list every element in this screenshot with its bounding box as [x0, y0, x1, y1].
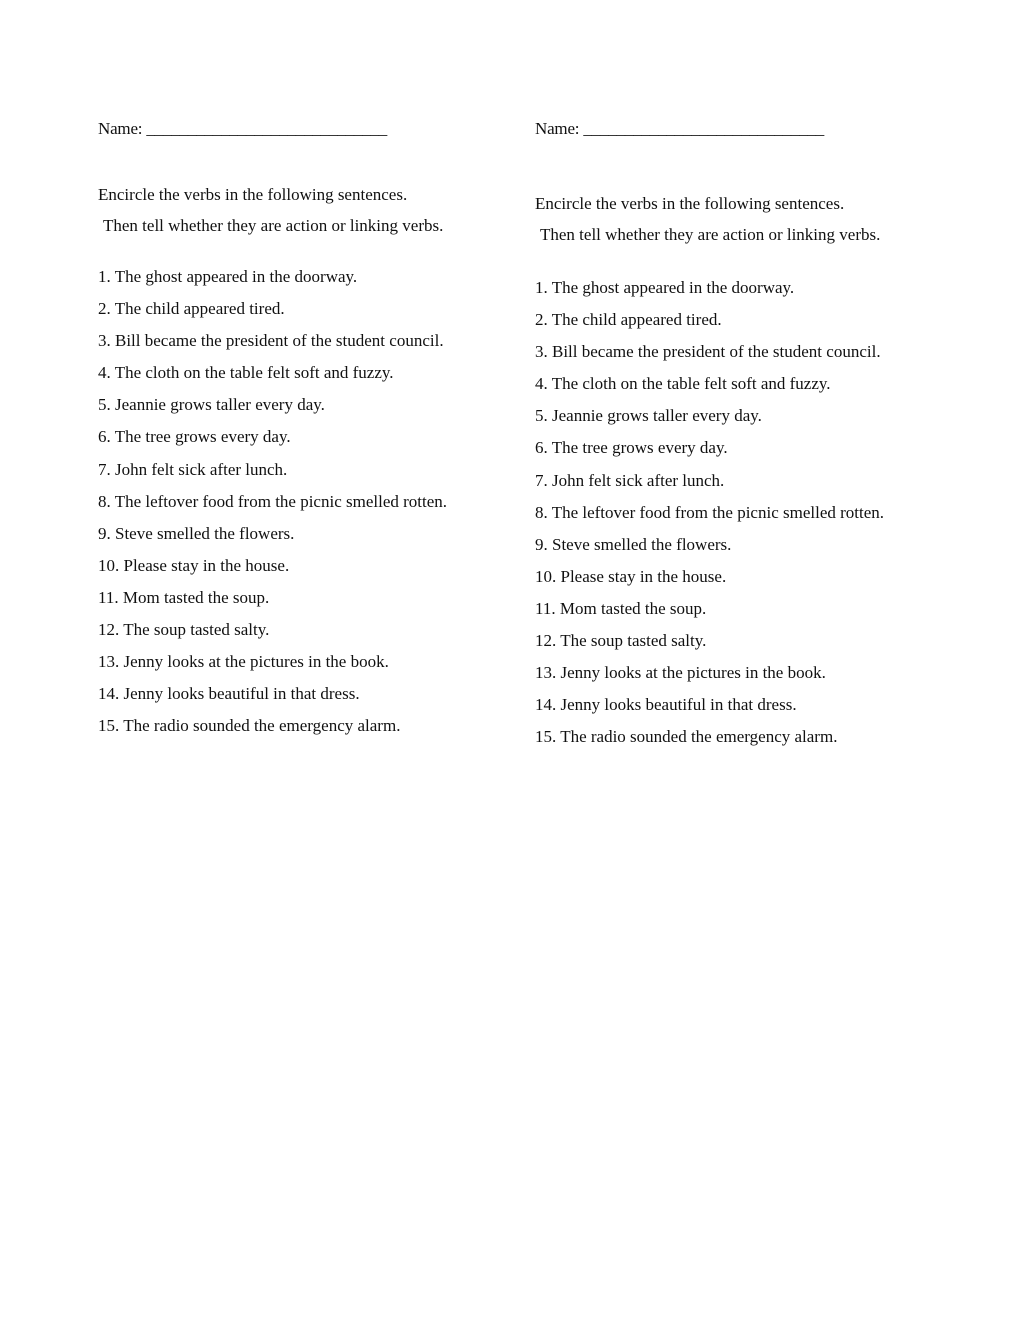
instruction-line: Then tell whether they are action or linking verbs. — [540, 225, 881, 244]
sentence-item: 13. Jenny looks at the pictures in the book. — [98, 652, 389, 672]
sentence-item: 8. The leftover food from the picnic smelled rotten. — [535, 502, 885, 522]
sentence-list — [535, 277, 955, 758]
instruction-line: Encircle the verbs in the following sentences. — [535, 194, 845, 213]
sentence-item: 8. The leftover food from the picnic smelled rotten. — [98, 491, 448, 511]
name-field-label: Name: _____________________________ — [98, 119, 388, 138]
sentence-item: 15. The radio sounded the emergency alarm. — [98, 716, 401, 736]
sentence-item: 6. The tree grows every day. — [98, 427, 291, 447]
sentence-item: 9. Steve smelled the flowers. — [98, 523, 295, 543]
sentence-item: 10. Please stay in the house. — [535, 566, 727, 586]
sentence-item: 3. Bill became the president of the student council. — [535, 342, 881, 362]
sentence-item: 10. Please stay in the house. — [98, 555, 290, 575]
sentence-item: 5. Jeannie grows taller every day. — [98, 395, 325, 415]
sentence-item: 12. The soup tasted salty. — [535, 631, 707, 651]
sentence-item: 2. The child appeared tired. — [98, 299, 285, 319]
worksheet-left — [98, 119, 518, 747]
sentence-item: 11. Mom tasted the soup. — [535, 598, 707, 618]
sentence-item: 4. The cloth on the table felt soft and fuzzy. — [535, 374, 831, 394]
sentence-item: 6. The tree grows every day. — [535, 438, 728, 458]
name-field-label: Name: _____________________________ — [535, 119, 825, 138]
sentence-item: 5. Jeannie grows taller every day. — [535, 406, 762, 426]
instructions — [98, 184, 518, 246]
instruction-line: Then tell whether they are action or linking verbs. — [103, 216, 444, 235]
sentence-item: 7. John felt sick after lunch. — [98, 459, 288, 479]
sentence-item: 11. Mom tasted the soup. — [98, 587, 270, 607]
sentence-item: 3. Bill became the president of the student council. — [98, 331, 444, 351]
sentence-item: 15. The radio sounded the emergency alarm. — [535, 727, 838, 747]
worksheet-right — [535, 119, 955, 758]
sentence-list — [98, 266, 518, 747]
sentence-item: 4. The cloth on the table felt soft and fuzzy. — [98, 363, 394, 383]
instructions — [535, 193, 955, 255]
sentence-item: 9. Steve smelled the flowers. — [535, 534, 732, 554]
sentence-item: 13. Jenny looks at the pictures in the book. — [535, 663, 826, 683]
instruction-line: Encircle the verbs in the following sentences. — [98, 185, 408, 204]
sentence-item: 14. Jenny looks beautiful in that dress. — [98, 684, 360, 704]
sentence-item: 2. The child appeared tired. — [535, 310, 722, 330]
sentence-item: 1. The ghost appeared in the doorway. — [98, 267, 358, 286]
sentence-item: 7. John felt sick after lunch. — [535, 470, 725, 490]
sentence-item: 14. Jenny looks beautiful in that dress. — [535, 695, 797, 715]
sentence-item: 1. The ghost appeared in the doorway. — [535, 278, 795, 297]
sentence-item: 12. The soup tasted salty. — [98, 620, 270, 640]
